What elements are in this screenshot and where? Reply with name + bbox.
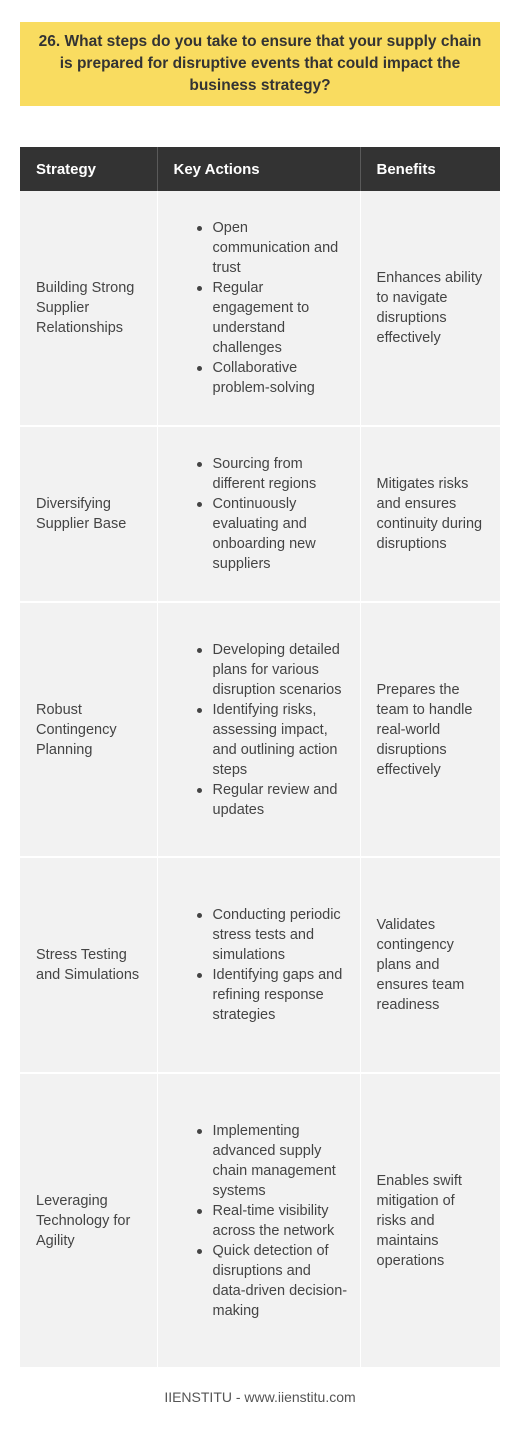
- benefits-cell: Validates contingency plans and ensures team readiness: [360, 857, 500, 1073]
- list-item: Regular engagement to understand challenges: [170, 278, 348, 358]
- actions-list: [170, 905, 348, 1025]
- footer-credit: IIENSTITU - www.iienstitu.com: [164, 1389, 356, 1405]
- header-strategy: Strategy: [20, 147, 157, 191]
- list-item: Open communication and trust: [170, 218, 348, 278]
- benefits-cell: Enables swift mitigation of risks and maintains operations: [360, 1073, 500, 1368]
- actions-cell: [157, 191, 360, 426]
- benefits-cell: Mitigates risks and ensures continuity during disruptions: [360, 426, 500, 602]
- strategy-cell: Robust Contingency Planning: [20, 602, 157, 857]
- benefits-cell: Enhances ability to navigate disruptions effectively: [360, 191, 500, 426]
- actions-list: [170, 640, 348, 820]
- table-row: [20, 1073, 500, 1368]
- table-header-row: [20, 147, 500, 191]
- strategy-cell: Leveraging Technology for Agility: [20, 1073, 157, 1368]
- list-item: Identifying gaps and refining response strategies: [170, 965, 348, 1025]
- list-item: Conducting periodic stress tests and simulations: [170, 905, 348, 965]
- actions-list: [170, 1121, 348, 1321]
- list-item: Continuously evaluating and onboarding new suppliers: [170, 494, 348, 574]
- list-item: Developing detailed plans for various disruption scenarios: [170, 640, 348, 700]
- actions-cell: [157, 1073, 360, 1368]
- strategy-cell: Diversifying Supplier Base: [20, 426, 157, 602]
- list-item: Quick detection of disruptions and data-driven decision-making: [170, 1241, 348, 1321]
- list-item: Identifying risks, assessing impact, and outlining action steps: [170, 700, 348, 780]
- table-row: [20, 426, 500, 602]
- list-item: Regular review and updates: [170, 780, 348, 820]
- actions-list: [170, 454, 348, 574]
- table-row: [20, 857, 500, 1073]
- actions-list: [170, 218, 348, 398]
- list-item: Real-time visibility across the network: [170, 1201, 348, 1241]
- actions-cell: [157, 426, 360, 602]
- strategy-table: [20, 147, 500, 1369]
- strategy-cell: Stress Testing and Simulations: [20, 857, 157, 1073]
- list-item: Implementing advanced supply chain management systems: [170, 1121, 348, 1201]
- strategy-cell: Building Strong Supplier Relationships: [20, 191, 157, 426]
- table-row: [20, 191, 500, 426]
- actions-cell: [157, 857, 360, 1073]
- header-key-actions: Key Actions: [157, 147, 360, 191]
- benefits-cell: Prepares the team to handle real-world disruptions effectively: [360, 602, 500, 857]
- page-title: 26. What steps do you take to ensure that your supply chain is prepared for disruptive events that could impact the business strategy?: [20, 22, 500, 106]
- actions-cell: [157, 602, 360, 857]
- list-item: Sourcing from different regions: [170, 454, 348, 494]
- header-benefits: Benefits: [360, 147, 500, 191]
- table-row: [20, 602, 500, 857]
- list-item: Collaborative problem-solving: [170, 358, 348, 398]
